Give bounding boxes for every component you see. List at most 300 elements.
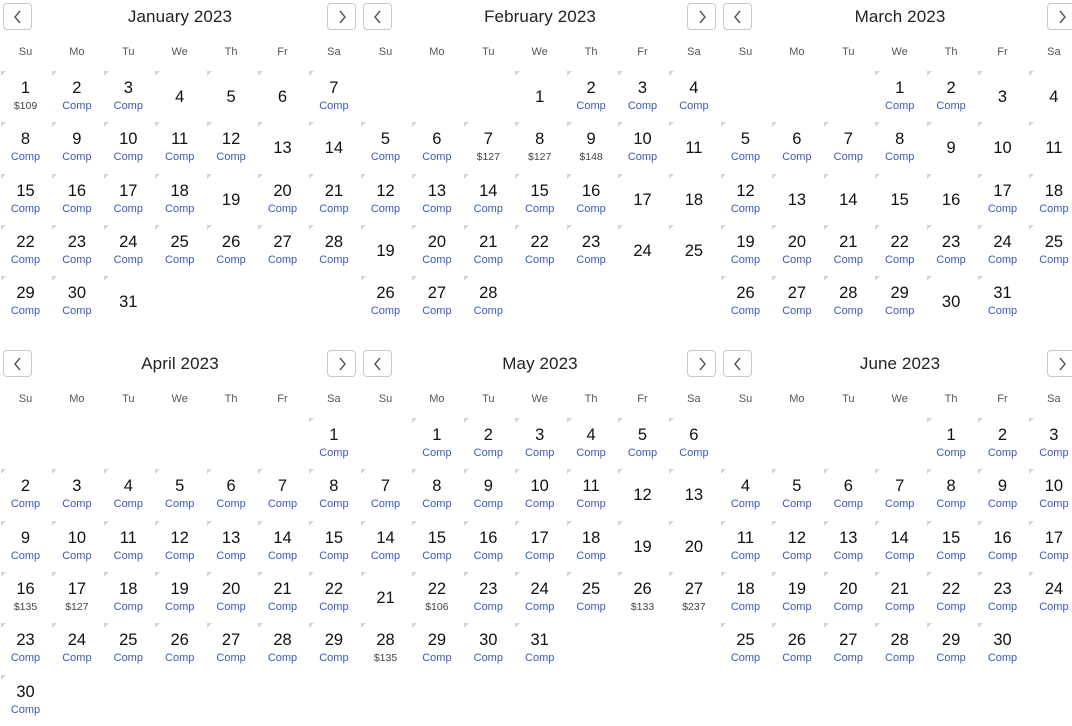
- day-cell[interactable]: [720, 623, 771, 674]
- day-cell[interactable]: [874, 572, 925, 623]
- day-cell[interactable]: [103, 225, 154, 276]
- comp-label: Comp: [62, 202, 92, 215]
- day-number: 28: [273, 631, 292, 650]
- comp-label: Comp: [936, 100, 966, 112]
- day-number: 21: [890, 579, 909, 598]
- corner-marker: [824, 469, 829, 474]
- corner-marker: [464, 521, 469, 526]
- corner-marker: [618, 418, 623, 423]
- day-number: 21: [479, 232, 498, 251]
- day-cell[interactable]: [514, 469, 565, 520]
- day-cell[interactable]: [360, 225, 411, 276]
- day-cell[interactable]: [411, 623, 462, 674]
- day-cell[interactable]: [257, 225, 308, 276]
- day-cell[interactable]: [257, 521, 308, 572]
- day-cell[interactable]: [360, 623, 411, 674]
- day-cell[interactable]: [668, 469, 719, 520]
- day-cell[interactable]: [926, 71, 977, 122]
- day-cell[interactable]: [206, 521, 257, 572]
- day-number: 25: [119, 631, 138, 650]
- day-number: 28: [839, 284, 858, 303]
- day-cell[interactable]: [360, 174, 411, 225]
- corner-marker: [207, 225, 212, 230]
- corner-marker: [361, 122, 366, 127]
- corner-marker: [978, 71, 983, 76]
- day-number: 29: [941, 631, 961, 650]
- weekday-label: Th: [944, 46, 958, 58]
- day-cell[interactable]: [411, 469, 462, 520]
- day-cell[interactable]: [103, 122, 154, 173]
- day-cell[interactable]: [514, 418, 565, 469]
- day-number: 1: [895, 79, 905, 97]
- corner-marker: [412, 225, 417, 230]
- day-cell[interactable]: [411, 418, 462, 469]
- day-cell[interactable]: [51, 521, 102, 572]
- day-cell[interactable]: [51, 71, 102, 122]
- day-cell[interactable]: [1028, 521, 1072, 572]
- day-cell[interactable]: [823, 174, 874, 225]
- corner-marker: [875, 174, 880, 179]
- day-cell[interactable]: [926, 174, 977, 225]
- day-cell[interactable]: [154, 521, 205, 572]
- day-cell[interactable]: [514, 174, 565, 225]
- day-cell[interactable]: [0, 276, 51, 327]
- day-cell[interactable]: [411, 521, 462, 572]
- day-cell[interactable]: [463, 623, 514, 674]
- corner-marker: [464, 418, 469, 423]
- day-number: 14: [273, 528, 292, 547]
- corner-marker: [258, 122, 263, 127]
- day-cell[interactable]: [617, 418, 668, 469]
- comp-label: Comp: [627, 151, 658, 164]
- day-cell[interactable]: [51, 469, 102, 520]
- day-number: 13: [273, 139, 292, 158]
- day-cell[interactable]: [926, 623, 977, 674]
- day-number: 3: [72, 477, 82, 496]
- day-cell[interactable]: [257, 122, 308, 173]
- day-cell[interactable]: [771, 174, 822, 225]
- corner-marker: [52, 71, 57, 76]
- day-number: 6: [792, 130, 802, 149]
- corner-marker: [361, 174, 366, 179]
- day-cell[interactable]: [566, 469, 617, 520]
- day-number: 4: [689, 79, 699, 97]
- corner-marker: [618, 521, 623, 526]
- day-cell[interactable]: [103, 71, 154, 122]
- day-cell[interactable]: [360, 572, 411, 623]
- day-cell[interactable]: [823, 521, 874, 572]
- day-cell[interactable]: [977, 469, 1028, 520]
- corner-marker: [567, 572, 572, 577]
- day-cell[interactable]: [566, 521, 617, 572]
- day-cell[interactable]: [463, 276, 514, 327]
- day-number: 15: [530, 181, 549, 200]
- day-cell[interactable]: [411, 276, 462, 327]
- comp-label: Comp: [113, 202, 143, 215]
- corner-marker: [567, 174, 572, 179]
- month-title: June 2023: [859, 354, 941, 373]
- corner-marker: [978, 469, 983, 474]
- day-cell[interactable]: [514, 623, 565, 674]
- day-cell[interactable]: [514, 521, 565, 572]
- day-cell[interactable]: [308, 225, 359, 276]
- day-cell[interactable]: [771, 521, 822, 572]
- day-cell[interactable]: [977, 122, 1028, 173]
- day-cell[interactable]: [154, 469, 205, 520]
- day-cell[interactable]: [463, 521, 514, 572]
- day-cell[interactable]: [154, 225, 205, 276]
- day-number: 10: [530, 477, 549, 496]
- day-cell[interactable]: [0, 469, 51, 520]
- corner-marker: [669, 122, 674, 127]
- day-cell[interactable]: [977, 418, 1028, 469]
- day-number: 5: [380, 130, 391, 149]
- day-cell[interactable]: [360, 276, 411, 327]
- corner-marker: [1, 174, 6, 179]
- corner-marker: [618, 225, 623, 230]
- corner-marker: [875, 469, 880, 474]
- day-cell[interactable]: [874, 623, 925, 674]
- day-cell[interactable]: [308, 623, 359, 674]
- day-number: 2: [483, 426, 493, 444]
- day-cell[interactable]: [308, 418, 359, 469]
- day-cell[interactable]: [823, 122, 874, 173]
- day-cell[interactable]: [103, 469, 154, 520]
- day-cell[interactable]: [874, 71, 925, 122]
- day-cell[interactable]: [617, 71, 668, 122]
- corner-marker: [155, 623, 160, 628]
- day-cell[interactable]: [308, 122, 359, 173]
- corner-marker: [155, 521, 160, 526]
- day-cell[interactable]: [771, 276, 822, 327]
- day-cell[interactable]: [257, 71, 308, 122]
- day-cell[interactable]: [103, 276, 154, 327]
- comp-label: Comp: [936, 498, 966, 511]
- day-number: 30: [479, 631, 498, 650]
- day-cell[interactable]: [720, 469, 771, 520]
- day-cell[interactable]: [771, 225, 822, 276]
- price-label: $127: [528, 151, 552, 164]
- weekday-label: Sa: [327, 46, 341, 58]
- corner-marker: [772, 521, 777, 526]
- corner-marker: [721, 521, 726, 526]
- day-cell[interactable]: [51, 122, 102, 173]
- comp-label: Comp: [576, 253, 606, 266]
- day-cell[interactable]: [257, 469, 308, 520]
- corner-marker: [52, 469, 57, 474]
- day-number: 27: [427, 284, 447, 303]
- day-cell[interactable]: [566, 71, 617, 122]
- day-cell[interactable]: [720, 122, 771, 173]
- day-cell[interactable]: [103, 572, 154, 623]
- day-cell[interactable]: [668, 174, 719, 225]
- day-cell[interactable]: [0, 623, 51, 674]
- weekday-label: Sa: [327, 393, 341, 405]
- day-cell[interactable]: [51, 623, 102, 674]
- price-label: $135: [13, 600, 38, 613]
- day-cell[interactable]: [874, 469, 925, 520]
- day-cell[interactable]: [566, 572, 617, 623]
- corner-marker: [1029, 174, 1034, 179]
- comp-label: Comp: [782, 498, 812, 511]
- day-cell[interactable]: [51, 276, 102, 327]
- day-cell[interactable]: [1028, 418, 1072, 469]
- day-cell[interactable]: [206, 225, 257, 276]
- day-cell[interactable]: [926, 122, 977, 173]
- day-number: 11: [1045, 139, 1063, 158]
- day-cell[interactable]: [411, 122, 462, 173]
- day-cell[interactable]: [360, 122, 411, 173]
- day-cell[interactable]: [720, 521, 771, 572]
- day-cell[interactable]: [514, 225, 565, 276]
- corner-marker: [464, 276, 469, 281]
- day-cell[interactable]: [308, 521, 359, 572]
- comp-label: Comp: [113, 652, 143, 665]
- day-cell[interactable]: [823, 623, 874, 674]
- day-cell[interactable]: [720, 174, 771, 225]
- day-cell[interactable]: [0, 521, 51, 572]
- day-cell[interactable]: [257, 572, 308, 623]
- corner-marker: [772, 469, 777, 474]
- day-cell[interactable]: [206, 469, 257, 520]
- day-number: 22: [890, 232, 909, 251]
- day-cell[interactable]: [566, 418, 617, 469]
- day-number: 24: [530, 579, 549, 598]
- day-cell[interactable]: [617, 469, 668, 520]
- day-cell[interactable]: [926, 225, 977, 276]
- day-cell[interactable]: [668, 572, 719, 623]
- day-cell[interactable]: [51, 225, 102, 276]
- day-cell[interactable]: [668, 225, 719, 276]
- day-cell[interactable]: [411, 572, 462, 623]
- day-number: 23: [67, 232, 87, 251]
- comp-label: Comp: [62, 305, 92, 318]
- day-cell[interactable]: [0, 225, 51, 276]
- day-cell[interactable]: [874, 122, 925, 173]
- day-cell[interactable]: [206, 572, 257, 623]
- day-cell[interactable]: [103, 174, 154, 225]
- day-cell[interactable]: [874, 174, 925, 225]
- day-cell[interactable]: [308, 71, 359, 122]
- day-number: 15: [941, 528, 961, 547]
- corner-marker: [721, 225, 726, 230]
- day-cell[interactable]: [1028, 71, 1072, 122]
- comp-label: Comp: [833, 151, 863, 164]
- day-number: 3: [535, 426, 545, 444]
- day-cell[interactable]: [463, 225, 514, 276]
- day-cell[interactable]: [617, 572, 668, 623]
- day-cell[interactable]: [514, 572, 565, 623]
- day-cell[interactable]: [1028, 225, 1072, 276]
- day-cell[interactable]: [771, 469, 822, 520]
- day-cell[interactable]: [103, 623, 154, 674]
- day-cell[interactable]: [823, 469, 874, 520]
- day-cell[interactable]: [1028, 174, 1072, 225]
- month-title: January 2023: [127, 7, 233, 26]
- day-cell[interactable]: [668, 521, 719, 572]
- day-cell[interactable]: [566, 174, 617, 225]
- day-number: 27: [221, 631, 241, 650]
- corner-marker: [669, 418, 674, 423]
- day-cell[interactable]: [154, 572, 205, 623]
- day-cell[interactable]: [977, 276, 1028, 327]
- day-cell[interactable]: [154, 623, 205, 674]
- day-number: 2: [586, 79, 596, 97]
- corner-marker: [515, 418, 520, 423]
- comp-label: Comp: [1039, 600, 1069, 613]
- comp-label: Comp: [833, 600, 863, 613]
- day-cell[interactable]: [977, 174, 1028, 225]
- day-cell[interactable]: [463, 572, 514, 623]
- comp-label: Comp: [319, 498, 349, 511]
- weekday-label: Fr: [637, 46, 648, 58]
- day-cell[interactable]: [463, 174, 514, 225]
- comp-label: Comp: [473, 600, 503, 613]
- corner-marker: [309, 418, 314, 423]
- day-cell[interactable]: [463, 122, 514, 173]
- day-cell[interactable]: [977, 521, 1028, 572]
- day-cell[interactable]: [360, 521, 411, 572]
- day-cell[interactable]: [566, 225, 617, 276]
- day-cell[interactable]: [977, 623, 1028, 674]
- day-cell[interactable]: [463, 469, 514, 520]
- corner-marker: [567, 521, 572, 526]
- corner-marker: [309, 122, 314, 127]
- day-cell[interactable]: [668, 71, 719, 122]
- month-title: March 2023: [854, 7, 946, 26]
- day-cell[interactable]: [360, 469, 411, 520]
- day-cell[interactable]: [926, 276, 977, 327]
- day-cell[interactable]: [51, 174, 102, 225]
- day-cell[interactable]: [771, 572, 822, 623]
- day-cell[interactable]: [206, 623, 257, 674]
- day-cell[interactable]: [823, 225, 874, 276]
- day-number: 2: [20, 477, 31, 496]
- day-number: 18: [581, 528, 601, 547]
- day-number: 23: [16, 631, 35, 650]
- day-cell[interactable]: [154, 122, 205, 173]
- day-cell[interactable]: [514, 71, 565, 122]
- day-cell[interactable]: [926, 469, 977, 520]
- corner-marker: [1, 122, 6, 127]
- comp-label: Comp: [473, 549, 503, 562]
- day-cell[interactable]: [617, 174, 668, 225]
- day-cell[interactable]: [308, 174, 359, 225]
- comp-label: Comp: [319, 652, 349, 665]
- day-number: 25: [170, 232, 189, 251]
- day-cell[interactable]: [0, 675, 51, 726]
- comp-label: Comp: [422, 202, 452, 215]
- day-cell[interactable]: [823, 276, 874, 327]
- comp-label: Comp: [422, 447, 452, 459]
- day-number: 6: [277, 88, 288, 106]
- comp-label: Comp: [987, 447, 1018, 459]
- day-cell[interactable]: [206, 71, 257, 122]
- comp-label: Comp: [319, 447, 349, 459]
- day-cell[interactable]: [617, 122, 668, 173]
- day-cell[interactable]: [0, 122, 51, 173]
- day-cell[interactable]: [668, 122, 719, 173]
- day-cell[interactable]: [720, 572, 771, 623]
- comp-label: Comp: [833, 498, 863, 511]
- day-cell[interactable]: [771, 122, 822, 173]
- day-cell[interactable]: [308, 469, 359, 520]
- day-cell[interactable]: [668, 418, 719, 469]
- day-cell[interactable]: [771, 623, 822, 674]
- day-cell[interactable]: [926, 521, 977, 572]
- day-number: 25: [736, 631, 755, 650]
- day-number: 27: [684, 579, 704, 598]
- day-cell[interactable]: [257, 623, 308, 674]
- comp-label: Comp: [833, 549, 863, 562]
- day-cell[interactable]: [0, 174, 51, 225]
- day-cell[interactable]: [103, 521, 154, 572]
- price-label: $106: [425, 600, 449, 613]
- day-cell[interactable]: [154, 174, 205, 225]
- corner-marker: [412, 469, 417, 474]
- day-cell[interactable]: [0, 572, 51, 623]
- day-cell[interactable]: [154, 71, 205, 122]
- day-cell[interactable]: [926, 418, 977, 469]
- comp-label: Comp: [216, 498, 246, 511]
- day-cell[interactable]: [308, 572, 359, 623]
- day-cell[interactable]: [1028, 469, 1072, 520]
- corner-marker: [824, 174, 829, 179]
- day-cell[interactable]: [874, 225, 925, 276]
- day-cell[interactable]: [617, 225, 668, 276]
- day-cell[interactable]: [411, 225, 462, 276]
- corner-marker: [207, 572, 212, 577]
- day-cell[interactable]: [1028, 572, 1072, 623]
- comp-label: Comp: [422, 151, 452, 164]
- day-cell[interactable]: [51, 572, 102, 623]
- day-cell[interactable]: [206, 174, 257, 225]
- day-cell[interactable]: [0, 71, 51, 122]
- day-cell[interactable]: [1028, 122, 1072, 173]
- day-cell[interactable]: [206, 122, 257, 173]
- day-cell[interactable]: [566, 122, 617, 173]
- day-cell[interactable]: [617, 521, 668, 572]
- day-number: 24: [633, 241, 652, 260]
- day-cell[interactable]: [977, 572, 1028, 623]
- day-number: 7: [380, 477, 391, 496]
- comp-label: Comp: [576, 498, 606, 511]
- day-cell[interactable]: [977, 225, 1028, 276]
- price-label: $135: [373, 652, 398, 665]
- day-number: 29: [16, 284, 35, 303]
- day-cell[interactable]: [257, 174, 308, 225]
- day-cell[interactable]: [823, 572, 874, 623]
- comp-label: Comp: [730, 253, 761, 266]
- day-cell[interactable]: [720, 276, 771, 327]
- day-number: 26: [736, 284, 755, 303]
- day-cell[interactable]: [874, 521, 925, 572]
- day-cell[interactable]: [977, 71, 1028, 122]
- day-cell[interactable]: [463, 418, 514, 469]
- day-number: 12: [787, 528, 807, 547]
- day-number: 23: [581, 232, 601, 251]
- day-cell[interactable]: [926, 572, 977, 623]
- day-number: 10: [1044, 477, 1064, 496]
- day-cell[interactable]: [874, 276, 925, 327]
- day-number: 4: [1049, 88, 1059, 106]
- day-number: 27: [273, 232, 292, 251]
- day-cell[interactable]: [411, 174, 462, 225]
- day-cell[interactable]: [514, 122, 565, 173]
- day-cell[interactable]: [720, 225, 771, 276]
- corner-marker: [567, 225, 572, 230]
- day-number: 17: [1044, 528, 1064, 547]
